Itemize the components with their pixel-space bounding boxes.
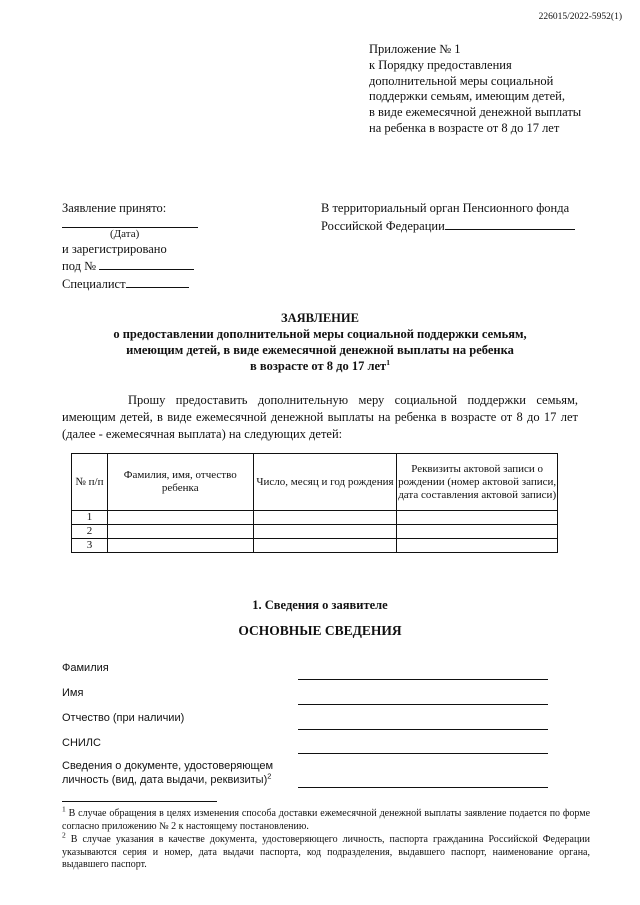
row-number: 2 [72,525,108,539]
registered-label: и зарегистрировано [62,241,167,256]
footnote-2 [62,830,590,872]
snils-field[interactable] [298,752,548,754]
child-birth-date-cell[interactable] [253,525,397,539]
form-subtitle-line-3 [0,358,640,375]
column-header-name: Фамилия, имя, отчество ребенка [107,454,253,511]
table-row [72,539,558,553]
column-header-birth-date: Число, месяц и год рождения [253,454,397,511]
form-subtitle-line-1: о предоставлении дополнительной меры социальной поддержки семьям, [113,327,527,341]
child-name-cell[interactable] [107,539,253,553]
child-name-cell[interactable] [107,511,253,525]
identity-document-label-line-2: личность (вид, дата выдачи, реквизиты) [62,774,268,786]
snils-label: СНИЛС [62,737,101,749]
number-field-line[interactable] [99,257,194,270]
children-table [71,453,558,553]
form-subtitle-text: в возрасте от 8 до 17 лет [250,359,387,373]
child-name-cell[interactable] [107,525,253,539]
footnote-text: В случае обращения в целях изменения способа доставки ежемесячной денежной выплаты заявление подается по форме согласно приложению № 2 к настоящему постановлению. [62,808,591,832]
child-birth-record-cell[interactable] [397,511,558,525]
pension-fund-office-line[interactable] [445,217,575,230]
form-subtitle-line-2: имеющим детей, в виде ежемесячной денежной выплаты на ребенка [126,343,514,357]
first-name-label: Имя [62,687,84,699]
column-header-number: № п/п [72,454,108,511]
addressee-block [321,200,591,234]
appendix-line: Приложение № 1 [369,42,461,56]
section-title: 1. Сведения о заявителе [252,598,388,612]
footnote-text: В случае указания в качестве документа, удостоверяющего личность, паспорта гражданина Российской Федерации указываются серия и номер, дата выдачи паспорта, код подразделения, выдавшего паспорт, наименование органа, выдавшего паспорт. [62,834,590,870]
first-name-field[interactable] [298,703,548,705]
surname-label: Фамилия [62,662,109,674]
child-birth-date-cell[interactable] [253,511,397,525]
footnote-mark: 2 [267,771,272,781]
identity-document-field[interactable] [298,786,548,788]
document-id: 226015/2022-5952(1) [538,12,622,22]
row-number: 1 [72,511,108,525]
specialist-label: Специалист [62,276,126,291]
addressee-line-1: В территориальный орган Пенсионного фонда [321,201,570,215]
footnote-mark: 1 [386,357,390,367]
child-birth-record-cell[interactable] [397,525,558,539]
footnote-mark: 2 [62,830,66,840]
identity-document-label-line-1: Сведения о документе, удостоверяющем [62,760,274,772]
patronymic-field[interactable] [298,728,548,730]
number-label: под № [62,259,96,273]
column-header-birth-record: Реквизиты актовой записи о рождении (номер актовой записи, дата составления актовой записи) [397,454,558,511]
accepted-label: Заявление принято: [62,201,167,215]
receipt-block [62,200,198,292]
surname-field[interactable] [298,678,548,680]
footnote-mark: 1 [62,804,66,814]
date-caption: (Дата) [110,227,140,240]
table-row [72,525,558,539]
appendix-line: на ребенка в возрасте от 8 до 17 лет [369,120,560,135]
section-subtitle: ОСНОВНЫЕ СВЕДЕНИЯ [238,623,402,638]
row-number: 3 [72,539,108,553]
child-birth-date-cell[interactable] [253,539,397,553]
intro-paragraph: Прошу предоставить дополнительную меру социальной поддержки семьям, имеющим детей, в виде ежемесячной денежной выплаты на ребенка в возрасте от 8 до 17 лет (далее - ежемесячная выплата) на следующих детей: [62,393,578,441]
patronymic-label: Отчество (при наличии) [62,712,185,724]
appendix-line: поддержки семьям, имеющим детей, [369,89,565,104]
table-row [72,511,558,525]
table-header-row [72,454,558,511]
form-title: ЗАЯВЛЕНИЕ [281,311,359,325]
appendix-header [369,42,581,137]
footnote-1 [62,804,591,833]
child-birth-record-cell[interactable] [397,539,558,553]
appendix-line: к Порядку предоставления [369,57,512,72]
addressee-line-2: Российской Федерации [321,218,445,233]
specialist-field-line[interactable] [126,275,189,288]
appendix-line: в виде ежемесячной денежной выплаты [369,105,582,120]
footnote-separator [62,801,217,802]
appendix-line: дополнительной меры социальной [369,73,554,88]
identity-document-label [62,759,273,787]
